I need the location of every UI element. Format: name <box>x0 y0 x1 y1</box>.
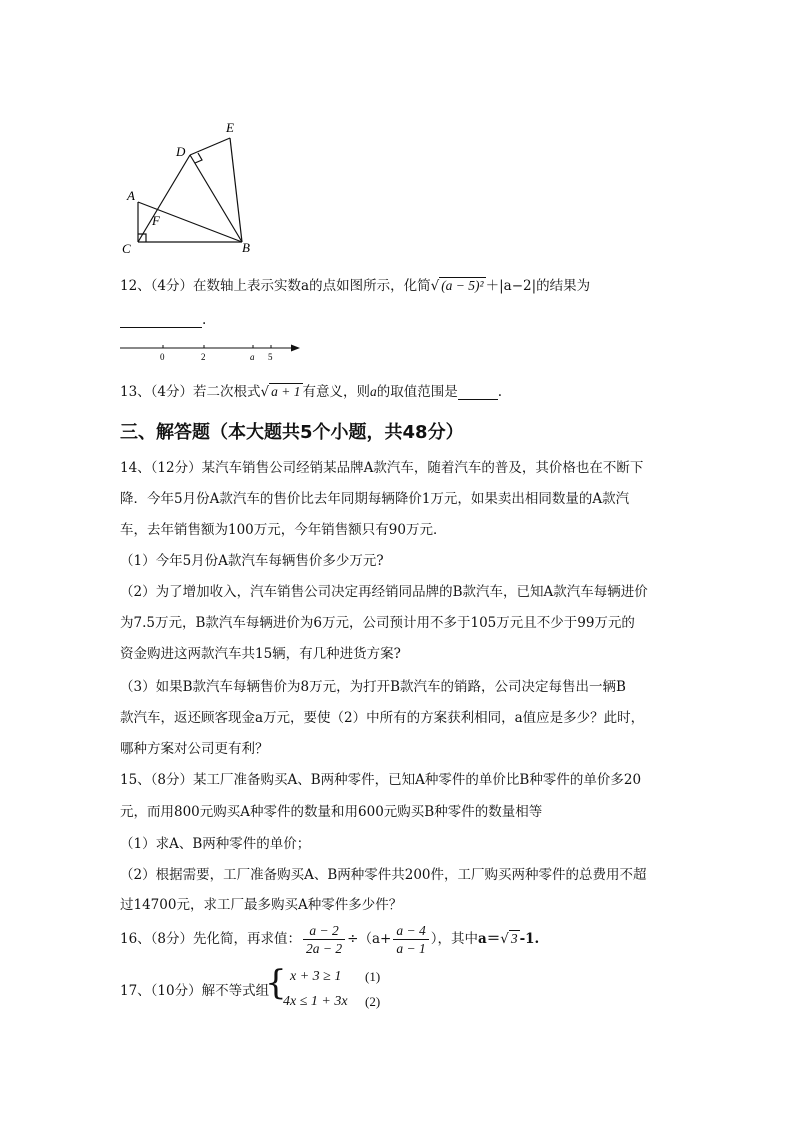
q12-mid: ＋|a−2|的结果为 <box>485 278 591 294</box>
question-13: 13、（4分）若二次根式√ a + 1 有意义，则a的取值范围是 . <box>120 384 503 400</box>
question-16: 16、（8分）先化简，再求值： $\frac{a - 2}{2a - 2}$ ÷（a+ $\frac{a - 4}{a - 1}$ ），其中a＝√ 3 -1. <box>120 923 540 956</box>
q13-prefix: 13、（4分）若二次根式 <box>120 384 261 400</box>
q15-line-2: 元，而用800元购买A种零件的数量和用600元购买B种零件的数量相等 <box>120 804 543 820</box>
q14-line-2: 降．今年5月份A款汽车的售价比去年同期每辆降价1万元，如果卖出相同数量的A款汽 <box>120 491 630 507</box>
tick-0: 0 <box>160 352 165 362</box>
q14-line-3: 车，去年销售额为100万元，今年销售额只有90万元． <box>120 522 447 538</box>
tick-2: 2 <box>201 352 206 362</box>
q17-inequality-2: 4x ≤ 1 + 3x <box>283 994 348 1009</box>
q17-prefix: 17、（10分）解不等式组 <box>120 983 270 999</box>
q17-brace: { <box>265 963 287 1003</box>
q14-line-7: 资金购进这两款汽车共15辆，有几种进货方案? <box>120 646 401 662</box>
q14-line-9: 款汽车，返还顾客现金a万元，要使（2）中所有的方案获利相同，a值应是多少？此时， <box>120 710 645 726</box>
segment-de <box>190 138 230 155</box>
number-line <box>118 340 308 364</box>
label-d: D <box>176 144 186 159</box>
q13-var: a <box>370 384 377 399</box>
label-b: B <box>242 240 250 255</box>
question-12: 12、（4分）在数轴上表示实数a的点如图所示，化简√ (a − 5)² ＋|a−2|的结果为 <box>120 278 591 294</box>
tick-5: 5 <box>268 352 273 362</box>
label-c: C <box>122 241 131 256</box>
q12-answer-blank <box>120 312 206 328</box>
segment-eb <box>230 138 242 242</box>
q16-tail: -1. <box>519 931 540 947</box>
q13-tail: . <box>497 384 503 400</box>
q17-tag-1: (1) <box>365 969 381 984</box>
q14-line-5: （2）为了增加收入，汽车销售公司决定再经销同品牌的B款汽车，已知A款汽车每辆进价 <box>120 584 648 600</box>
q15-line-1: 15、（8分）某工厂准备购买A、B两种零件，已知A种零件的单价比B种零件的单价多20 <box>120 772 642 788</box>
q14-line-4: （1）今年5月份A款汽车每辆售价多少万元? <box>120 553 384 569</box>
q12-prefix: 12、（4分）在数轴上表示实数a的点如图所示，化简 <box>120 278 431 294</box>
tick-a: a <box>250 352 255 362</box>
right-angle-d <box>195 153 202 163</box>
q13-radicand: a + 1 <box>271 384 301 399</box>
q16-close: ），其中 <box>430 931 478 947</box>
section-3-heading: 三、解答题（本大题共5个小题，共48分） <box>120 422 464 443</box>
label-e: E <box>226 120 234 135</box>
q17-tag-2: (2) <box>365 994 381 1009</box>
q13-after: 的取值范围是 <box>376 384 458 400</box>
q16-prefix: 16、（8分）先化简，再求值： <box>120 931 302 947</box>
q16-cond: a＝ <box>477 931 501 947</box>
q17-inequality-1: x + 3 ≥ 1 <box>290 969 342 984</box>
q12-tail: . <box>202 312 207 328</box>
q16-fraction-2: $\frac{a - 4}{a - 1}$ <box>393 922 428 957</box>
q13-mid: 有意义，则 <box>302 384 371 400</box>
q14-line-6: 为7.5万元，B款汽车每辆进价为6万元，公司预计用不多于105万元且不少于99万元的 <box>120 615 635 631</box>
geometry-figure <box>110 110 280 260</box>
q16-root: 3 <box>510 931 518 946</box>
q14-line-8: （3）如果B款汽车每辆售价为8万元，为打开B款汽车的销路，公司决定每售出一辆B <box>120 679 626 695</box>
segment-cd <box>138 155 190 242</box>
q15-line-5: 过14700元，求工厂最多购买A种零件多少件？ <box>120 897 403 913</box>
q12-radicand: (a − 5)² <box>441 278 484 293</box>
q14-line-10: 哪种方案对公司更有利？ <box>120 741 269 757</box>
q15-line-3: （1）求A、B两种零件的单价； <box>120 836 311 852</box>
q15-line-4: （2）根据需要，工厂准备购买A、B两种零件共200件，工厂购买两种零件的总费用不超 <box>120 867 647 883</box>
segment-db <box>190 155 242 242</box>
q16-div: ÷（a+ <box>347 931 392 947</box>
q16-fraction-1: $\frac{a - 2}{2a - 2}$ <box>303 922 345 957</box>
label-a: A <box>127 188 135 203</box>
label-f: F <box>152 213 160 228</box>
q14-line-1: 14、（12分）某汽车销售公司经销某品牌A款汽车，随着汽车的普及，其价格也在不断下 <box>120 460 644 476</box>
